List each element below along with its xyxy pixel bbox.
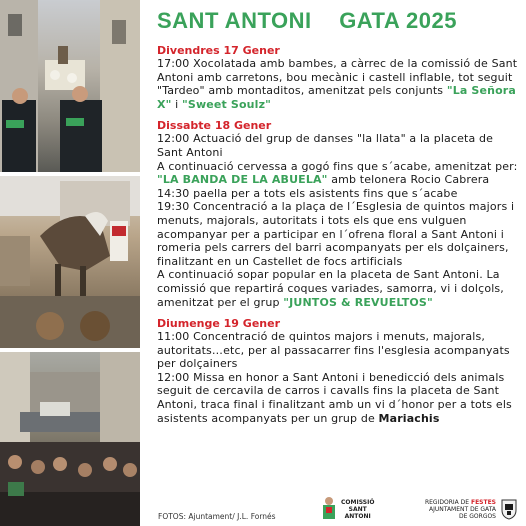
logo-line: AJUNTAMENT DE GATA — [429, 506, 496, 513]
photo-procession-street — [0, 0, 140, 172]
band-name: "La Señora X" — [157, 84, 516, 111]
ajuntament-logo-text — [410, 499, 496, 520]
event-text — [157, 57, 521, 111]
logo-line: COMISSIÓ — [341, 499, 375, 506]
band-name: "Sweet Soulz" — [182, 97, 272, 111]
band-name: "LA BANDA DE LA ABUELA" — [157, 173, 328, 187]
ajuntament-logo — [410, 496, 520, 522]
event-text-part: A continuació sopar popular en la placeta de Sant Antoni. La comissió que repartirá coques variades, samorra, vi i dolçols, amenitzat per el grup — [157, 268, 504, 309]
band-name: Mariachis — [378, 411, 440, 425]
event-text — [157, 268, 521, 309]
event-text-part: i — [171, 97, 183, 111]
event-text: 12:00 Actuació del grup de danses "la llata" a la placeta de Sant Antoni — [157, 132, 494, 159]
title-festival: SANT ANTONI — [157, 8, 312, 33]
event-text-part: A continuació cervessa a gogó fins que s´acabe, amenitzat per: — [157, 159, 518, 173]
event-text-part: 17:00 Xocolatada amb bambes, a càrrec de la comissió de Sant Antoni amb carretons, bou mecànic i castell inflable, tot seguit "Tardeo" amb montaditos, amenitzat pels conjunts — [157, 57, 518, 98]
title-town-year: GATA 2025 — [339, 8, 457, 33]
logo-line — [410, 499, 496, 506]
logo-line-part: FESTES — [470, 499, 496, 506]
logo-line: SANT — [348, 506, 367, 513]
event-program — [157, 8, 521, 433]
event-text: 19:30 Concentració a la plaça de l´Esglesia de quintos majors i menuts, majorals, autoritats i tots els que ens vulguen acompanyar per a participar en l´ofrena floral a Sant Antoni i romeria pels carrers del barri acompanyats per els dolçainers, finalitzant en un Castellet de focs artificials — [157, 200, 515, 268]
day-heading: Diumenge 19 Gener — [157, 317, 280, 331]
logo-line: DE GORGOS — [458, 513, 496, 520]
event-text-part: amb telonera Rocio Cabrera — [327, 173, 490, 187]
logo-line-part: REGIDORIA DE — [424, 499, 471, 506]
photo-street-crowd — [0, 352, 140, 526]
comissio-logo — [319, 496, 381, 522]
logo-line: ANTONI — [344, 513, 371, 520]
saint-figure-icon — [319, 496, 339, 520]
day-heading: Dissabte 18 Gener — [157, 119, 272, 133]
photo-horse-blessing — [0, 176, 140, 348]
event-text: 11:00 Concentració de quintos majors i menuts, majorals, autoritats…etc, per al passacarrer fins l'esglesia acompanyats per dolçainers — [157, 330, 510, 371]
day-section-saturday — [157, 119, 521, 309]
page-title — [157, 8, 457, 34]
photo-credits: FOTOS: Ajuntament/ J.L. Fornés — [158, 512, 276, 521]
coat-of-arms-icon — [500, 498, 518, 520]
comissio-logo-text — [341, 499, 374, 520]
day-section-friday — [157, 44, 521, 111]
day-heading: Divendres 17 Gener — [157, 44, 280, 57]
band-name: "JUNTOS & REVUELTOS" — [283, 295, 433, 309]
photo-collage — [0, 0, 140, 526]
event-text — [157, 160, 521, 187]
event-text — [157, 371, 521, 425]
event-text-part: 12:00 Missa en honor a Sant Antoni i benedicció dels animals seguit de cercavila de carros i cavalls fins la placeta de Sant Antoni, traca final i finalitzant amb un vi d´honor per a tots els asistents acompanyats per un grup de — [157, 370, 512, 425]
day-section-sunday — [157, 317, 521, 425]
event-text: 14:30 paella per a tots els asistents fins que s´acabe — [157, 186, 458, 200]
